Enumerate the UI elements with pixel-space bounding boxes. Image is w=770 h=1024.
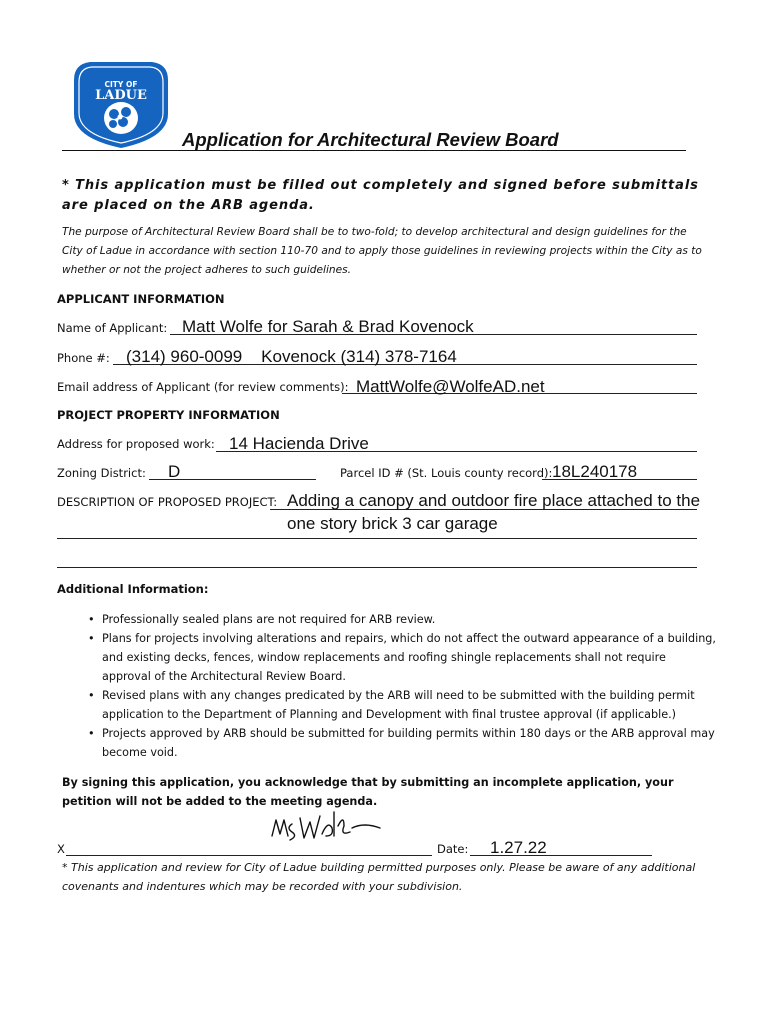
signature-line [66, 855, 432, 856]
description-line-2 [57, 538, 697, 539]
purpose-paragraph: The purpose of Architectural Review Board shall be to two-fold; to develop architectural and design guidelines for the City of Ladue in accordance with section 110-70 and to apply those guidelines in reviewing projects within the City as to whether or not the project adheres to such guidelines. [62, 226, 702, 276]
phone-field[interactable]: (314) 960-0099 Kovenock (314) 378-7164 [126, 347, 457, 366]
address-field[interactable]: 14 Hacienda Drive [229, 434, 369, 453]
acknowledgement: By signing this application, you acknowledge that by submitting an incomplete application, your petition will not be added to the meeting agenda. [62, 776, 674, 808]
parcel-field[interactable]: 18L240178 [552, 462, 638, 481]
signature-scribble-icon [268, 806, 384, 854]
completion-notice: * This application must be filled out completely and signed before submittals are placed on the ARB agenda. [62, 178, 699, 213]
zoning-label: Zoning District: [57, 466, 146, 480]
email-label: Email address of Applicant (for review comments): [57, 380, 349, 394]
parcel-label: Parcel ID # (St. Louis county record): [340, 466, 553, 480]
logo-line2: LADUE [95, 88, 147, 103]
name-field[interactable]: Matt Wolfe for Sarah & Brad Kovenock [182, 317, 474, 336]
description-field-line2[interactable]: one story brick 3 car garage [287, 514, 498, 533]
footer-note: * This application and review for City of Ladue building permitted purposes only. Please be aware of any additional covenants and indentures which may be recorded with your subdivision. [62, 861, 696, 893]
date-field[interactable]: 1.27.22 [490, 838, 547, 857]
address-label: Address for proposed work: [57, 437, 215, 451]
list-item: • Plans for projects involving alterations and repairs, which do not affect the outward appearance of a building, and existing decks, fences, window replacements and roofing shingle replacements shall not require approval of the Architectural Review Board. [84, 629, 718, 686]
zoning-field[interactable]: D [168, 462, 181, 481]
list-item: • Projects approved by ARB should be submitted for building permits within 180 days or the ARB approval may become void. [84, 724, 718, 762]
logo-line1: CITY OF [104, 80, 138, 89]
additional-heading: Additional Information: [57, 582, 209, 596]
property-heading: PROJECT PROPERTY INFORMATION [57, 408, 280, 422]
name-label: Name of Applicant: [57, 321, 168, 335]
title-underline [62, 150, 686, 151]
date-label: Date: [437, 842, 469, 856]
city-logo [68, 58, 174, 150]
additional-list [84, 610, 718, 762]
description-field-line1[interactable]: Adding a canopy and outdoor fire place attached to the [287, 491, 701, 510]
signature-x-label: X [57, 842, 65, 856]
city-seal-icon [68, 58, 174, 150]
list-item: • Revised plans with any changes predicated by the ARB will need to be submitted with the building permit application to the Department of Planning and Development with final trustee approval (if applicable.) [84, 686, 718, 724]
applicant-heading: APPLICANT INFORMATION [57, 292, 225, 306]
description-line-3 [57, 567, 697, 568]
page-title: Application for Architectural Review Board [182, 129, 559, 150]
phone-label: Phone #: [57, 351, 110, 365]
handwritten-signature[interactable] [268, 806, 384, 854]
description-label: DESCRIPTION OF PROPOSED PROJECT: [57, 495, 278, 509]
email-field[interactable]: MattWolfe@WolfeAD.net [356, 377, 545, 396]
list-item: • Professionally sealed plans are not required for ARB review. [84, 610, 718, 629]
